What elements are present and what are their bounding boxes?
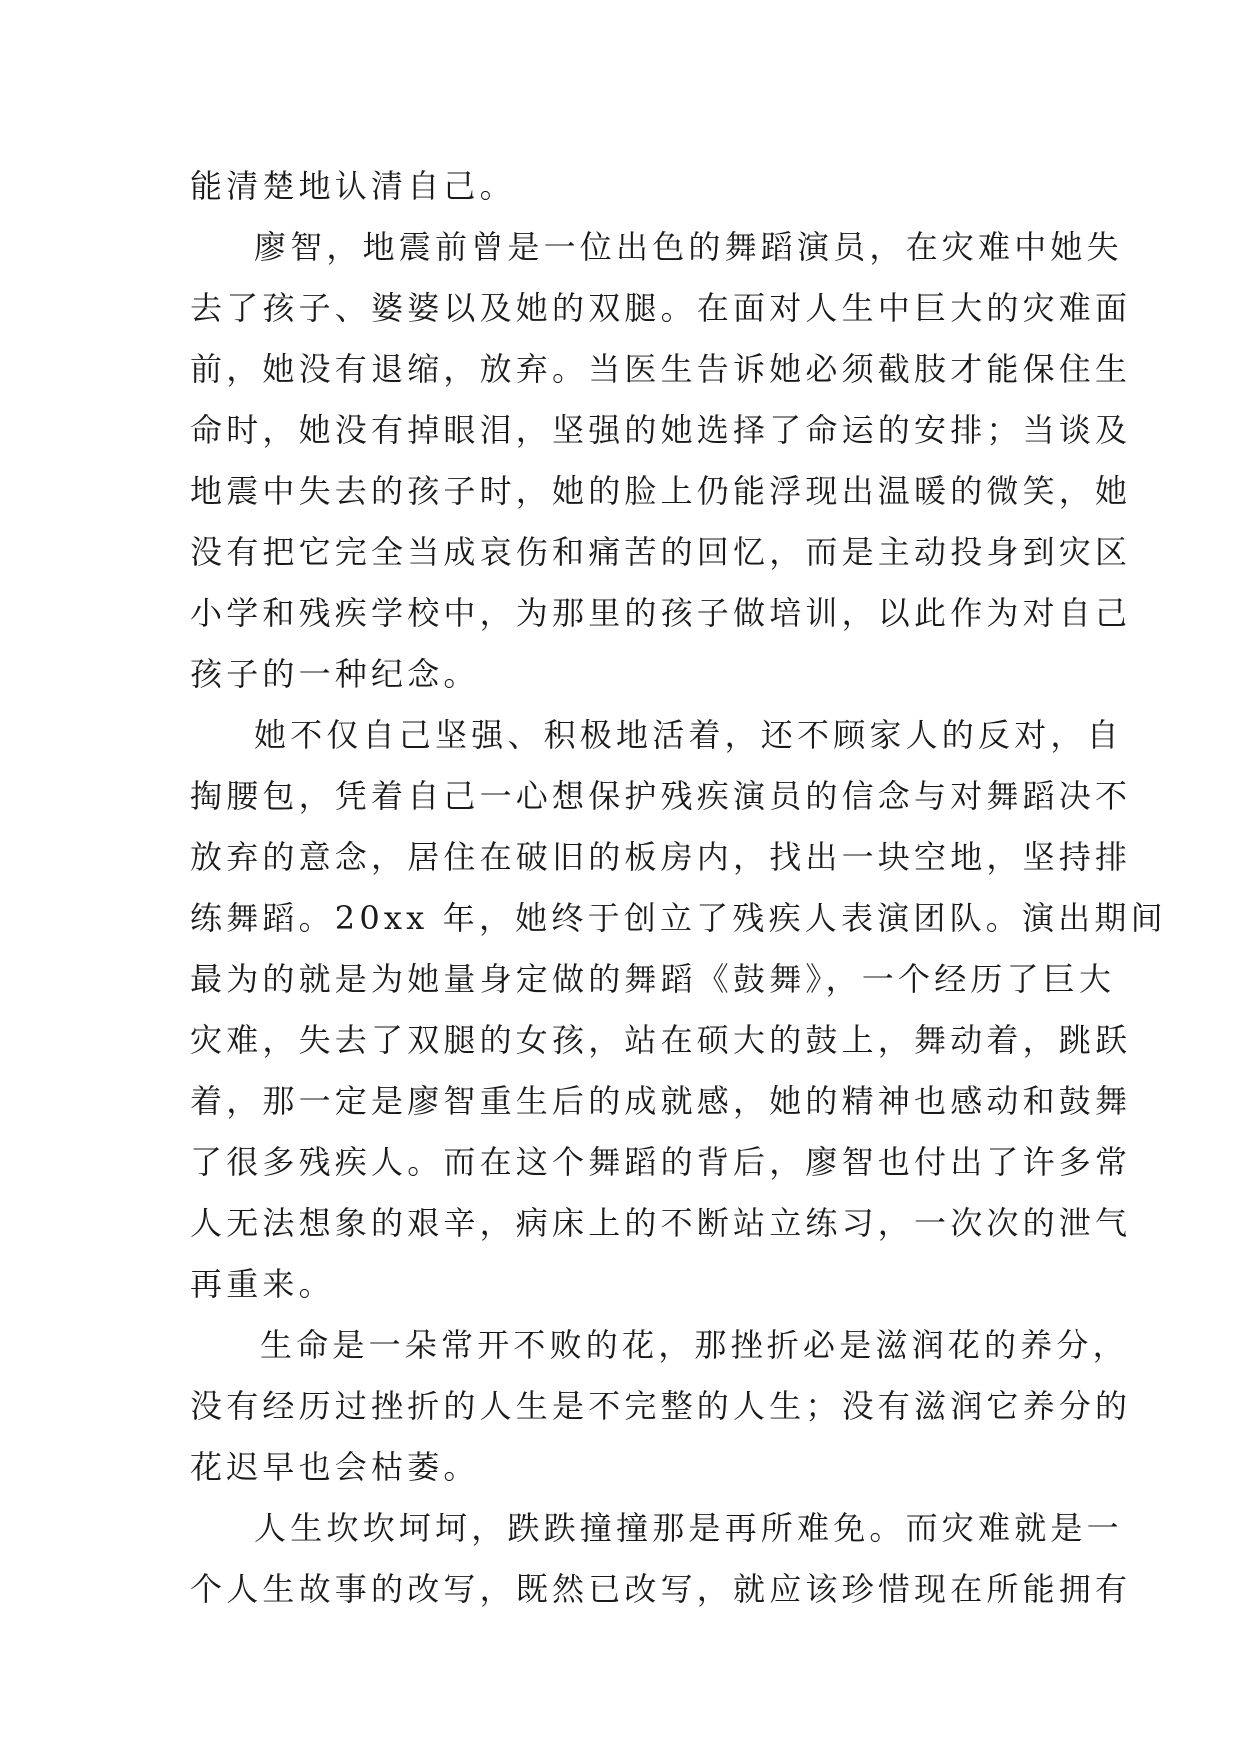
text-line: 了很多残疾人。而在这个舞蹈的背后，廖智也付出了许多常 <box>190 1143 1132 1181</box>
text-line: 命时，她没有掉眼泪，坚强的她选择了命运的安排；当谈及 <box>190 411 1132 449</box>
text-line: 小学和残疾学校中，为那里的孩子做培训，以此作为对自己 <box>190 594 1132 632</box>
text-line: 放弃的意念，居住在破旧的板房内，找出一块空地，坚持排 <box>190 838 1132 876</box>
text-line: 最为的就是为她量身定做的舞蹈《鼓舞》，一个经历了巨大 <box>190 960 1116 998</box>
text-line: 人无法想象的艰辛，病床上的不断站立练习，一次次的泄气 <box>190 1204 1132 1242</box>
text-line: 个人生故事的改写，既然已改写，就应该珍惜现在所能拥有 <box>190 1570 1132 1608</box>
text-line: 前，她没有退缩，放弃。当医生告诉她必须截肢才能保住生 <box>190 350 1132 388</box>
text-line: 人生坎坎坷坷，跌跌撞撞那是再所难免。而灾难就是一 <box>254 1509 1123 1547</box>
text-line: 廖智，地震前曾是一位出色的舞蹈演员，在灾难中她失 <box>254 228 1123 266</box>
text-line: 地震中失去的孩子时，她的脸上仍能浮现出温暖的微笑，她 <box>190 472 1132 510</box>
text-line: 练舞蹈。20xx 年，她终于创立了残疾人表演团队。演出期间 <box>190 899 1167 937</box>
document-body <box>190 156 1167 1620</box>
text-line: 生命是一朵常开不败的花，那挫折必是滋润花的养分， <box>260 1326 1129 1364</box>
text-line: 灾难，失去了双腿的女孩，站在硕大的鼓上，舞动着，跳跃 <box>190 1021 1132 1059</box>
text-line: 再重来。 <box>190 1265 335 1303</box>
text-line: 着，那一定是廖智重生后的成就感，她的精神也感动和鼓舞 <box>190 1082 1132 1120</box>
text-line: 掏腰包，凭着自己一心想保护残疾演员的信念与对舞蹈决不 <box>190 777 1132 815</box>
text-line: 花迟早也会枯萎。 <box>190 1448 480 1486</box>
text-line: 去了孩子、婆婆以及她的双腿。在面对人生中巨大的灾难面 <box>190 289 1132 327</box>
text-line: 能清楚地认清自己。 <box>190 167 516 205</box>
text-line: 她不仅自己坚强、积极地活着，还不顾家人的反对，自 <box>254 716 1123 754</box>
text-line: 没有经历过挫折的人生是不完整的人生；没有滋润它养分的 <box>190 1387 1132 1425</box>
text-line: 没有把它完全当成哀伤和痛苦的回忆，而是主动投身到灾区 <box>190 533 1132 571</box>
text-line: 孩子的一种纪念。 <box>190 655 480 693</box>
